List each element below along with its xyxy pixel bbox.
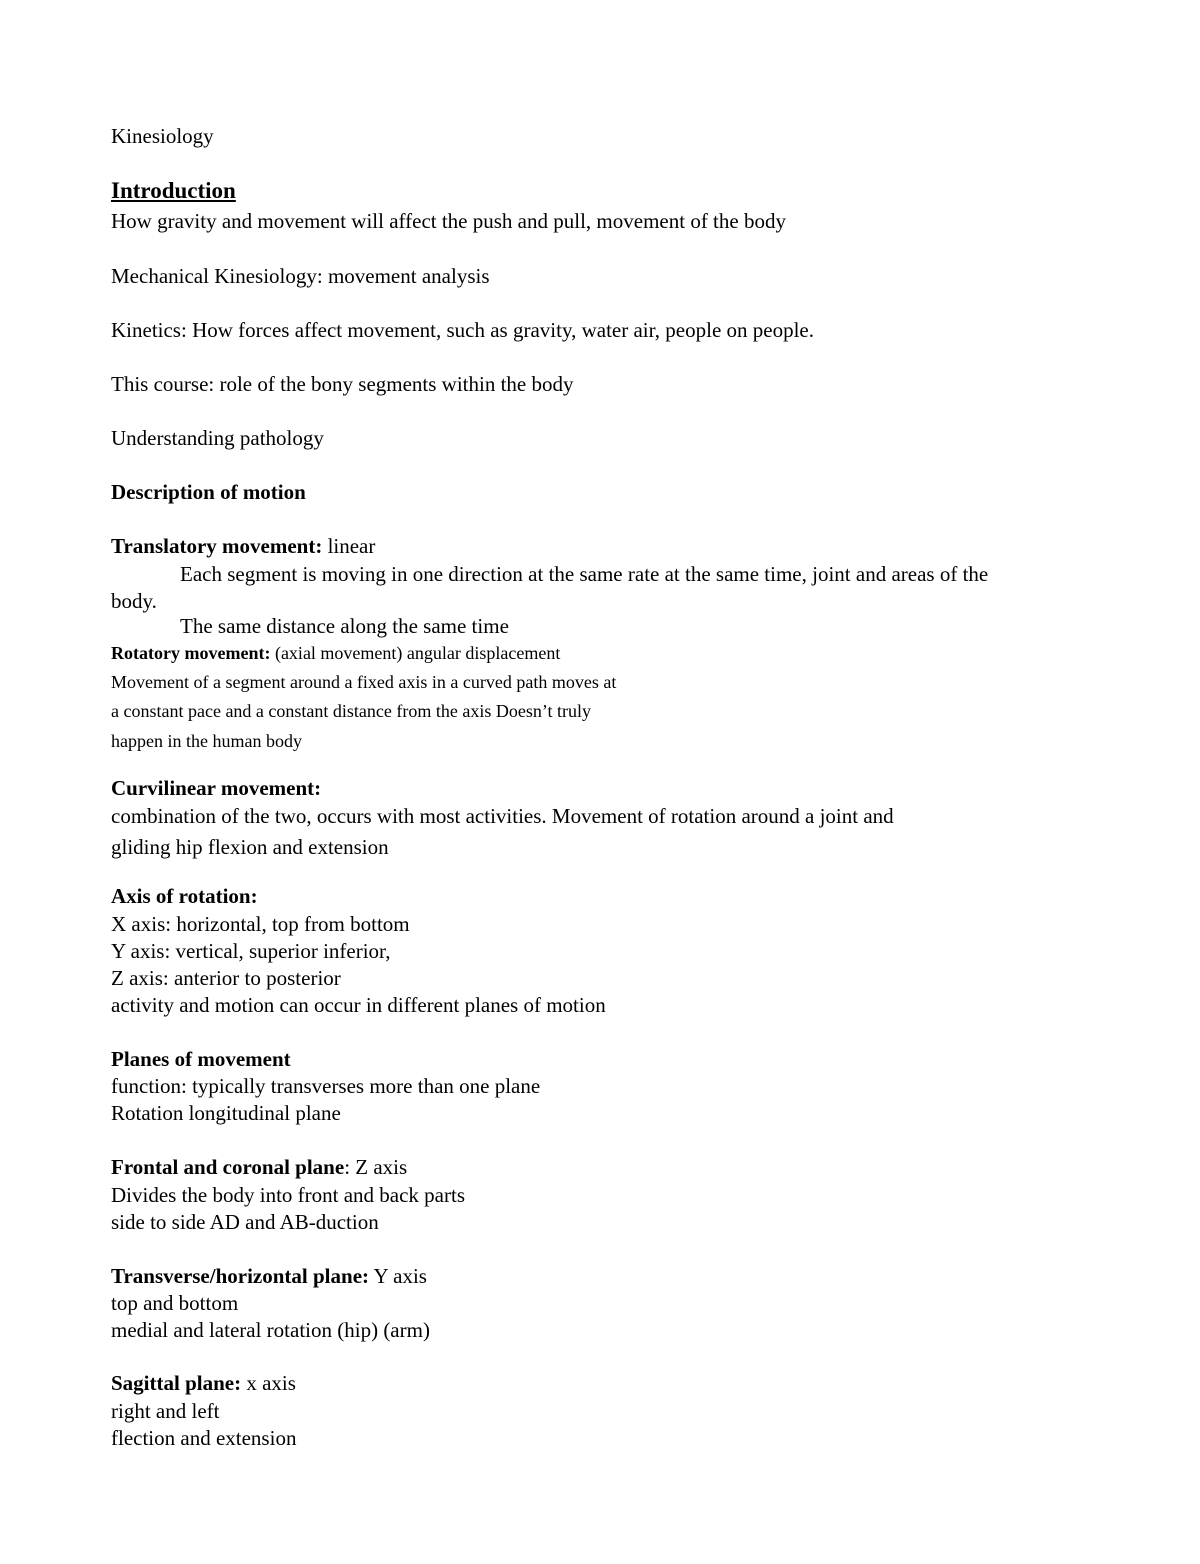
translatory-value: linear <box>322 534 376 558</box>
motion-heading: Description of motion <box>111 480 306 504</box>
rotatory-value: (axial movement) angular displacement <box>270 643 561 663</box>
translatory-line-1: Each segment is moving in one direction at the same rate at the same time, joint and areas of the <box>180 562 989 586</box>
document-page <box>111 0 1101 1564</box>
frontal-value: : Z axis <box>344 1155 408 1179</box>
transverse-value: Y axis <box>369 1264 427 1288</box>
axis-heading: Axis of rotation: <box>111 884 258 908</box>
curvilinear-line-1: combination of the two, occurs with most activities. Movement of rotation around a joint and <box>111 804 894 828</box>
intro-line-4: This course: role of the bony segments within the body <box>111 372 574 396</box>
rotatory-label: Rotatory movement: <box>111 643 271 663</box>
intro-line-3: Kinetics: How forces affect movement, such as gravity, water air, people on people. <box>111 318 814 342</box>
axis-line-2: Y axis: vertical, superior inferior, <box>111 939 391 963</box>
sagittal-line-1: right and left <box>111 1399 220 1423</box>
document-title: Kinesiology <box>111 124 214 148</box>
sagittal-plane <box>111 1370 296 1396</box>
transverse-line-1: top and bottom <box>111 1291 239 1315</box>
intro-heading: Introduction <box>111 178 236 203</box>
sagittal-value: x axis <box>241 1371 296 1395</box>
rotatory-movement <box>111 641 560 665</box>
sagittal-label: Sagittal plane: <box>111 1371 242 1395</box>
axis-line-3: Z axis: anterior to posterior <box>111 966 341 990</box>
planes-heading: Planes of movement <box>111 1047 291 1071</box>
axis-line-4: activity and motion can occur in different planes of motion <box>111 993 606 1017</box>
rotatory-line-1: Movement of a segment around a fixed axis in a curved path moves at <box>111 672 617 692</box>
curvilinear-line-2: gliding hip flexion and extension <box>111 835 389 859</box>
translatory-label: Translatory movement: <box>111 534 323 558</box>
rotatory-line-2: a constant pace and a constant distance from the axis Doesn’t truly <box>111 701 592 721</box>
frontal-label: Frontal and coronal plane <box>111 1155 345 1179</box>
curvilinear-heading: Curvilinear movement: <box>111 776 322 800</box>
sagittal-line-2: flection and extension <box>111 1426 297 1450</box>
frontal-line-2: side to side AD and AB-duction <box>111 1210 379 1234</box>
frontal-plane <box>111 1154 407 1180</box>
transverse-label: Transverse/horizontal plane: <box>111 1264 370 1288</box>
planes-line-2: Rotation longitudinal plane <box>111 1101 341 1125</box>
transverse-plane <box>111 1263 427 1289</box>
frontal-line-1: Divides the body into front and back parts <box>111 1183 466 1207</box>
intro-line-5: Understanding pathology <box>111 426 324 450</box>
translatory-line-3: The same distance along the same time <box>180 614 509 638</box>
planes-line-1: function: typically transverses more than one plane <box>111 1074 541 1098</box>
translatory-line-2: body. <box>111 589 157 613</box>
rotatory-line-3: happen in the human body <box>111 731 302 751</box>
transverse-line-2: medial and lateral rotation (hip) (arm) <box>111 1318 430 1342</box>
intro-line-1: How gravity and movement will affect the push and pull, movement of the body <box>111 209 786 233</box>
intro-line-2: Mechanical Kinesiology: movement analysis <box>111 264 490 288</box>
axis-line-1: X axis: horizontal, top from bottom <box>111 912 410 936</box>
translatory-movement <box>111 533 375 559</box>
